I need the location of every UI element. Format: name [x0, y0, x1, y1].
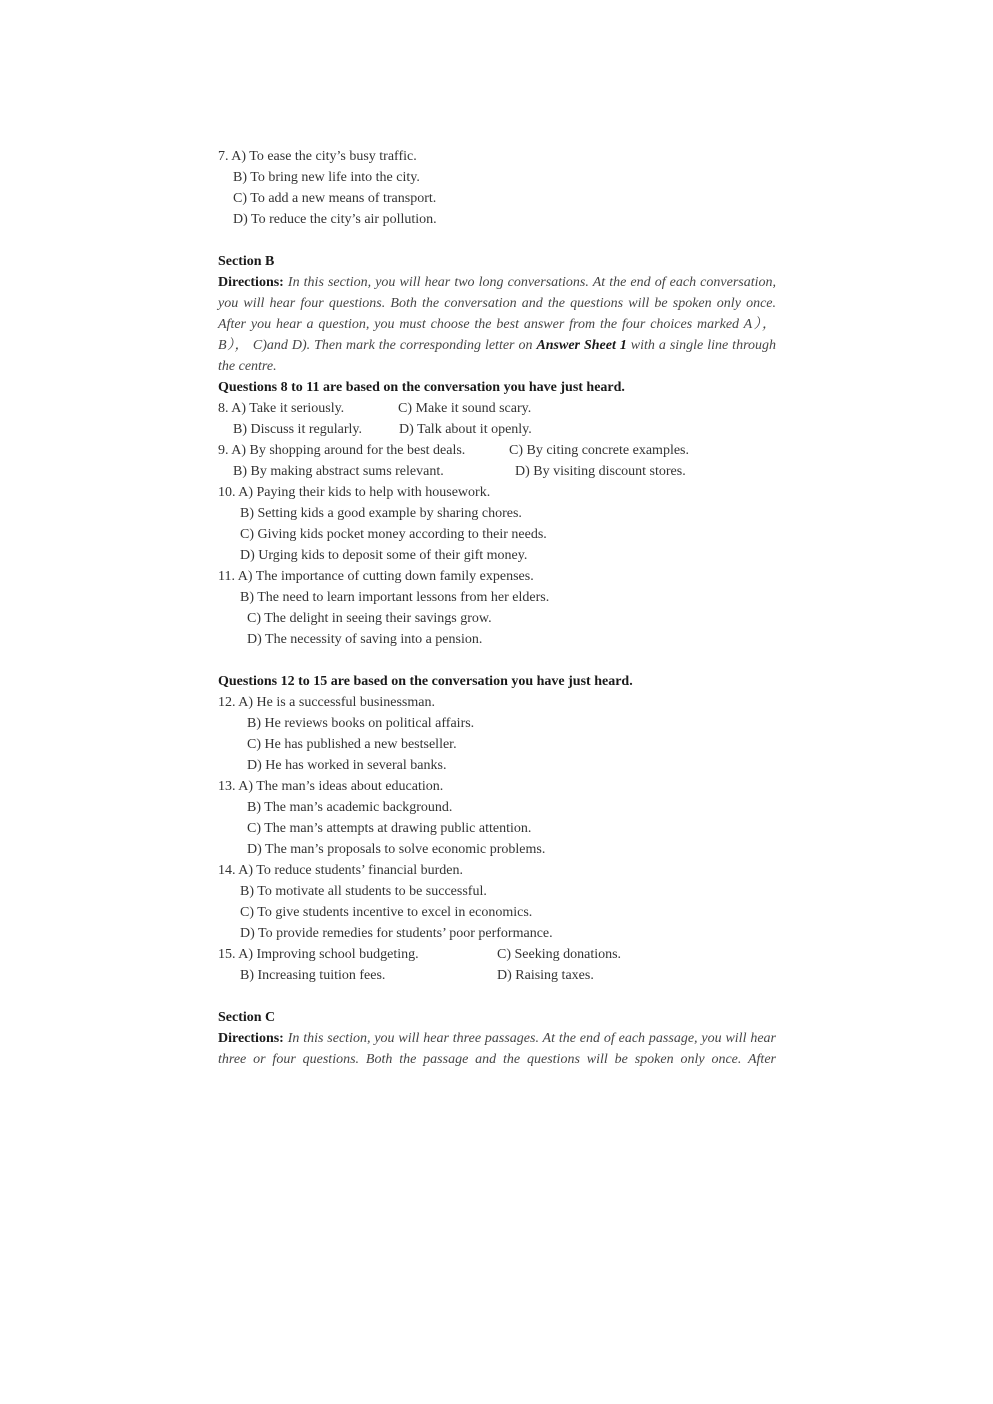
q13-option-c: C) The man’s attempts at drawing public attention.: [247, 821, 532, 836]
section-b-directions: [218, 272, 776, 377]
q14-option-a: 14. A) To reduce students’ financial burden.: [218, 863, 463, 878]
directions-text: In this section, you will hear two long conversations. At the end of each conversation, you will hear four questions. Both the conversation and the questions will be spoken only once. After you hear a question, you must choose the best answer from the four choices marked A）， B）， C)and D). Then mark the corresponding letter on: [218, 275, 776, 353]
directions-text: In this section, you will hear three passages. At the end of each passage, you will hear three or four questions. Both the passage and the questions will be spoken only once. After: [218, 1031, 776, 1067]
q7-option-c: C) To add a new means of transport.: [233, 191, 437, 206]
q11-option-d: D) The necessity of saving into a pension.: [247, 632, 483, 647]
q13-option-a: 13. A) The man’s ideas about education.: [218, 779, 444, 794]
q11-option-a: 11. A) The importance of cutting down family expenses.: [218, 569, 534, 584]
q15-option-a: 15. A) Improving school budgeting.: [218, 947, 419, 962]
directions-label: Directions:: [218, 1031, 284, 1046]
q7-option-a: 7. A) To ease the city’s busy traffic.: [218, 149, 417, 164]
q10-option-d: D) Urging kids to deposit some of their gift money.: [240, 548, 528, 563]
q14-option-b: B) To motivate all students to be successful.: [240, 884, 487, 899]
q15-row1: [218, 944, 776, 965]
section-c-title: Section C: [218, 1010, 276, 1025]
directions-label: Directions:: [218, 275, 284, 290]
q10-option-b: B) Setting kids a good example by sharing chores.: [240, 506, 522, 521]
q12-option-d: D) He has worked in several banks.: [247, 758, 447, 773]
q8-option-c: C) Make it sound scary.: [398, 401, 532, 416]
q8-row1: [218, 398, 776, 419]
q12-option-b: B) He reviews books on political affairs.: [247, 716, 475, 731]
section-b-title: Section B: [218, 254, 275, 269]
q8-row2: [218, 419, 776, 440]
group1-heading: Questions 8 to 11 are based on the conversation you have just heard.: [218, 380, 625, 395]
group2-heading: Questions 12 to 15 are based on the conversation you have just heard.: [218, 674, 633, 689]
answer-sheet-ref: Answer Sheet 1: [536, 338, 627, 353]
q7-option-b: B) To bring new life into the city.: [233, 170, 420, 185]
exam-page: [218, 146, 776, 1070]
q15-option-c: C) Seeking donations.: [497, 947, 622, 962]
q8-option-a: 8. A) Take it seriously.: [218, 401, 345, 416]
q10-option-a: 10. A) Paying their kids to help with housework.: [218, 485, 491, 500]
q9-option-b: B) By making abstract sums relevant.: [233, 464, 444, 479]
q7-option-d: D) To reduce the city’s air pollution.: [233, 212, 437, 227]
q12-option-a: 12. A) He is a successful businessman.: [218, 695, 435, 710]
q12-option-c: C) He has published a new bestseller.: [247, 737, 457, 752]
q14-option-c: C) To give students incentive to excel in economics.: [240, 905, 533, 920]
q15-row2: [218, 965, 776, 986]
q9-row2: [218, 461, 776, 482]
q8-option-b: B) Discuss it regularly.: [233, 422, 362, 437]
directions-end: with a single line through the centre.: [218, 338, 777, 374]
q9-row1: [218, 440, 776, 461]
q10-option-c: C) Giving kids pocket money according to their needs.: [240, 527, 547, 542]
q9-option-a: 9. A) By shopping around for the best deals.: [218, 443, 466, 458]
q9-option-c: C) By citing concrete examples.: [509, 443, 689, 458]
q11-option-b: B) The need to learn important lessons from her elders.: [240, 590, 550, 605]
q14-option-d: D) To provide remedies for students’ poor performance.: [240, 926, 553, 941]
q13-option-d: D) The man’s proposals to solve economic problems.: [247, 842, 546, 857]
q8-option-d: D) Talk about it openly.: [399, 422, 532, 437]
q13-option-b: B) The man’s academic background.: [247, 800, 453, 815]
q15-option-b: B) Increasing tuition fees.: [240, 968, 386, 983]
section-c-directions: [218, 1028, 776, 1070]
q11-option-c: C) The delight in seeing their savings grow.: [247, 611, 492, 626]
q9-option-d: D) By visiting discount stores.: [515, 464, 686, 479]
q15-option-d: D) Raising taxes.: [497, 968, 594, 983]
